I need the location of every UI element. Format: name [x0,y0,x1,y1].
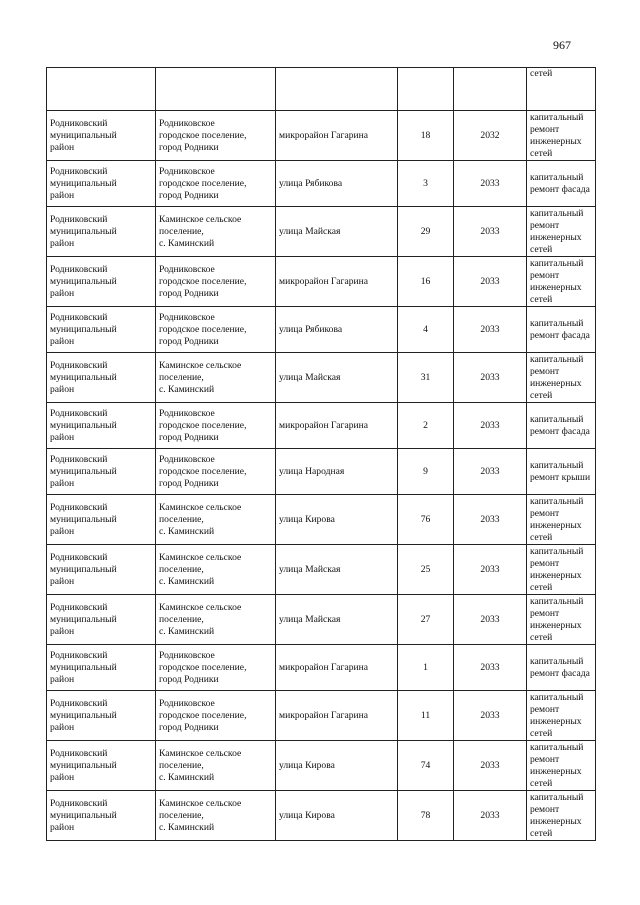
work-type-line: ремонт [530,123,560,135]
work-type-line: инженерных [530,281,582,293]
district-line: муниципальный [50,419,117,431]
district-line: муниципальный [50,809,117,821]
work-type-line: ремонт [530,803,560,815]
district-line: район [50,383,75,395]
settlement-line: Родниковское [159,311,215,323]
settlement-line: Родниковское [159,407,215,419]
settlement-cell [156,403,276,449]
settlement-cell [156,645,276,691]
work-type-cell [527,791,596,841]
street-cell: улица Майская [276,545,398,595]
district-cell [47,741,156,791]
street-cell: улица Кирова [276,791,398,841]
district-line: Родниковский [50,359,108,371]
work-type-line: ремонт фасада [530,183,590,195]
district-line: Родниковский [50,453,108,465]
year-cell: 2033 [454,353,527,403]
district-line: район [50,477,75,489]
year-cell: 2033 [454,449,527,495]
district-cell [47,495,156,545]
district-line: район [50,525,75,537]
street-cell: микрорайон Гагарина [276,257,398,307]
settlement-cell [156,257,276,307]
table-row [47,595,596,645]
settlement-line: город Родники [159,673,219,685]
table-row [47,645,596,691]
settlement-line: Каминское сельское [159,551,242,563]
district-line: муниципальный [50,465,117,477]
district-line: муниципальный [50,177,117,189]
work-type-line: капитальный [530,791,584,803]
street-cell: улица Рябикова [276,161,398,207]
work-type-line: капитальный [530,655,584,667]
work-type-line: сетей [530,389,553,401]
street-cell: улица Рябикова [276,307,398,353]
settlement-line: городское поселение, [159,465,247,477]
house-cell: 78 [398,791,454,841]
street-cell: микрорайон Гагарина [276,691,398,741]
settlement-cell [156,595,276,645]
district-cell [47,691,156,741]
settlement-line: поселение, [159,809,204,821]
house-cell: 18 [398,111,454,161]
district-line: муниципальный [50,613,117,625]
work-type-line: инженерных [530,815,582,827]
year-cell: 2032 [454,111,527,161]
street-cell: улица Майская [276,207,398,257]
work-type-line: капитальный [530,171,584,183]
house-cell: 9 [398,449,454,495]
work-type-cell [527,449,596,495]
settlement-line: Каминское сельское [159,213,242,225]
district-line: муниципальный [50,759,117,771]
registry-table [46,67,596,841]
table-row [47,111,596,161]
district-line: район [50,287,75,299]
year-cell: 2033 [454,161,527,207]
street-cell: улица Народная [276,449,398,495]
district-cell [47,449,156,495]
table-row [47,691,596,741]
district-cell [47,161,156,207]
settlement-line: городское поселение, [159,323,247,335]
street-cell: улица Майская [276,353,398,403]
house-cell: 4 [398,307,454,353]
work-type-line: капитальный [530,595,584,607]
work-type-line: капитальный [530,691,584,703]
district-cell [47,68,156,111]
work-type-line: ремонт [530,703,560,715]
settlement-line: городское поселение, [159,661,247,673]
settlement-line: поселение, [159,513,204,525]
settlement-line: городское поселение, [159,177,247,189]
district-line: район [50,189,75,201]
continuation-row [47,68,596,111]
work-type-line: капитальный [530,207,584,219]
settlement-line: город Родники [159,721,219,733]
district-cell [47,257,156,307]
settlement-line: Каминское сельское [159,501,242,513]
year-cell: 2033 [454,207,527,257]
work-type-line: ремонт фасада [530,425,590,437]
table-row [47,161,596,207]
work-type-cell [527,595,596,645]
settlement-line: город Родники [159,431,219,443]
table-row [47,741,596,791]
house-cell: 16 [398,257,454,307]
house-cell: 27 [398,595,454,645]
district-cell [47,307,156,353]
street-cell: улица Майская [276,595,398,645]
district-cell [47,791,156,841]
district-line: муниципальный [50,709,117,721]
settlement-cell [156,111,276,161]
street-cell: микрорайон Гагарина [276,111,398,161]
work-type-line: капитальный [530,353,584,365]
work-type-line: сетей [530,727,553,739]
work-type-line: ремонт [530,507,560,519]
settlement-line: городское поселение, [159,709,247,721]
table-row [47,791,596,841]
registry-table-body [47,68,596,841]
house-cell: 3 [398,161,454,207]
street-cell [276,68,398,111]
street-cell: улица Кирова [276,495,398,545]
district-line: Родниковский [50,501,108,513]
table-row [47,449,596,495]
year-cell: 2033 [454,645,527,691]
work-type-line: инженерных [530,231,582,243]
settlement-cell [156,161,276,207]
work-type-line: сетей [530,147,553,159]
house-cell: 25 [398,545,454,595]
year-cell: 2033 [454,691,527,741]
district-line: Родниковский [50,649,108,661]
page-number: 967 [553,38,571,52]
settlement-cell [156,207,276,257]
settlement-line: Каминское сельское [159,601,242,613]
district-cell [47,645,156,691]
district-line: муниципальный [50,275,117,287]
settlement-line: городское поселение, [159,275,247,287]
settlement-cell [156,791,276,841]
district-line: муниципальный [50,371,117,383]
work-type-cell [527,495,596,545]
district-line: Родниковский [50,407,108,419]
work-type-cell [527,207,596,257]
house-cell: 76 [398,495,454,545]
district-line: район [50,821,75,833]
table-row [47,495,596,545]
settlement-cell [156,449,276,495]
district-cell [47,595,156,645]
settlement-line: с. Каминский [159,237,215,249]
settlement-line: городское поселение, [159,129,247,141]
work-type-line: ремонт [530,557,560,569]
work-type-cell [527,161,596,207]
district-line: Родниковский [50,601,108,613]
year-cell: 2033 [454,741,527,791]
house-cell: 11 [398,691,454,741]
settlement-line: город Родники [159,189,219,201]
district-cell [47,545,156,595]
district-line: район [50,575,75,587]
table-row [47,353,596,403]
settlement-line: Родниковское [159,117,215,129]
district-line: Родниковский [50,697,108,709]
district-line: Родниковский [50,747,108,759]
settlement-line: Родниковское [159,649,215,661]
settlement-line: поселение, [159,613,204,625]
work-type-cell: сетей [527,68,596,111]
work-type-line: ремонт [530,219,560,231]
house-cell: 74 [398,741,454,791]
street-cell: микрорайон Гагарина [276,645,398,691]
district-cell [47,207,156,257]
district-line: район [50,673,75,685]
work-type-line: сетей [530,777,553,789]
settlement-line: с. Каминский [159,383,215,395]
district-line: Родниковский [50,797,108,809]
settlement-line: Каминское сельское [159,359,242,371]
district-line: Родниковский [50,117,108,129]
work-type-cell [527,257,596,307]
district-line: муниципальный [50,513,117,525]
work-type-line: сетей [530,827,553,839]
table-row [47,403,596,449]
work-type-line: ремонт фасада [530,329,590,341]
house-cell: 29 [398,207,454,257]
settlement-line: поселение, [159,759,204,771]
district-line: район [50,141,75,153]
district-line: муниципальный [50,563,117,575]
work-type-line: капитальный [530,459,584,471]
district-line: муниципальный [50,225,117,237]
work-type-line: капитальный [530,257,584,269]
district-line: муниципальный [50,129,117,141]
settlement-line: поселение, [159,371,204,383]
settlement-line: город Родники [159,335,219,347]
street-cell: микрорайон Гагарина [276,403,398,449]
year-cell: 2033 [454,307,527,353]
work-type-cell [527,545,596,595]
district-line: Родниковский [50,165,108,177]
district-line: район [50,431,75,443]
settlement-line: Родниковское [159,453,215,465]
district-line: Родниковский [50,311,108,323]
work-type-line: инженерных [530,519,582,531]
settlement-line: поселение, [159,225,204,237]
settlement-cell [156,68,276,111]
street-cell: улица Кирова [276,741,398,791]
work-type-line: капитальный [530,741,584,753]
work-type-cell [527,353,596,403]
settlement-line: город Родники [159,141,219,153]
work-type-line: ремонт [530,753,560,765]
work-type-line: капитальный [530,111,584,123]
settlement-line: с. Каминский [159,525,215,537]
work-type-line: капитальный [530,495,584,507]
settlement-line: город Родники [159,477,219,489]
house-cell [398,68,454,111]
district-line: район [50,237,75,249]
district-line: район [50,721,75,733]
settlement-cell [156,495,276,545]
work-type-line: ремонт фасада [530,667,590,679]
year-cell: 2033 [454,495,527,545]
work-type-line: ремонт [530,269,560,281]
work-type-line: сетей [530,631,553,643]
work-type-line: ремонт [530,365,560,377]
settlement-cell [156,741,276,791]
settlement-cell [156,353,276,403]
work-type-cell [527,741,596,791]
house-cell: 31 [398,353,454,403]
settlement-line: с. Каминский [159,575,215,587]
work-type-line: капитальный [530,413,584,425]
table-row [47,257,596,307]
table-row [47,207,596,257]
district-line: район [50,771,75,783]
work-type-line: сетей [530,581,553,593]
settlement-line: Родниковское [159,263,215,275]
year-cell: 2033 [454,791,527,841]
work-type-line: капитальный [530,317,584,329]
work-type-line: сетей [530,243,553,255]
district-line: Родниковский [50,263,108,275]
work-type-cell [527,645,596,691]
district-line: муниципальный [50,661,117,673]
work-type-cell [527,403,596,449]
work-type-line: инженерных [530,135,582,147]
work-type-line: инженерных [530,715,582,727]
work-type-line: ремонт [530,607,560,619]
settlement-cell [156,691,276,741]
district-line: район [50,625,75,637]
work-type-cell [527,111,596,161]
work-type-line: сетей [530,531,553,543]
settlement-cell [156,545,276,595]
district-cell [47,111,156,161]
work-type-cell [527,691,596,741]
settlement-line: Каминское сельское [159,747,242,759]
settlement-line: с. Каминский [159,771,215,783]
settlement-line: Каминское сельское [159,797,242,809]
settlement-line: Родниковское [159,697,215,709]
year-cell: 2033 [454,595,527,645]
table-row [47,545,596,595]
district-line: Родниковский [50,551,108,563]
house-cell: 1 [398,645,454,691]
district-line: район [50,335,75,347]
settlement-line: город Родники [159,287,219,299]
work-type-line: инженерных [530,619,582,631]
year-cell: 2033 [454,403,527,449]
work-type-line: инженерных [530,569,582,581]
settlement-line: поселение, [159,563,204,575]
district-cell [47,353,156,403]
work-type-cell [527,307,596,353]
work-type-line: инженерных [530,765,582,777]
district-line: муниципальный [50,323,117,335]
work-type-line: инженерных [530,377,582,389]
year-cell: 2033 [454,257,527,307]
settlement-line: городское поселение, [159,419,247,431]
work-type-line: ремонт крыши [530,471,591,483]
house-cell: 2 [398,403,454,449]
settlement-line: с. Каминский [159,821,215,833]
table-row [47,307,596,353]
work-type-line: сетей [530,293,553,305]
settlement-cell [156,307,276,353]
year-cell [454,68,527,111]
settlement-line: Родниковское [159,165,215,177]
year-cell: 2033 [454,545,527,595]
district-cell [47,403,156,449]
work-type-line: капитальный [530,545,584,557]
district-line: Родниковский [50,213,108,225]
settlement-line: с. Каминский [159,625,215,637]
